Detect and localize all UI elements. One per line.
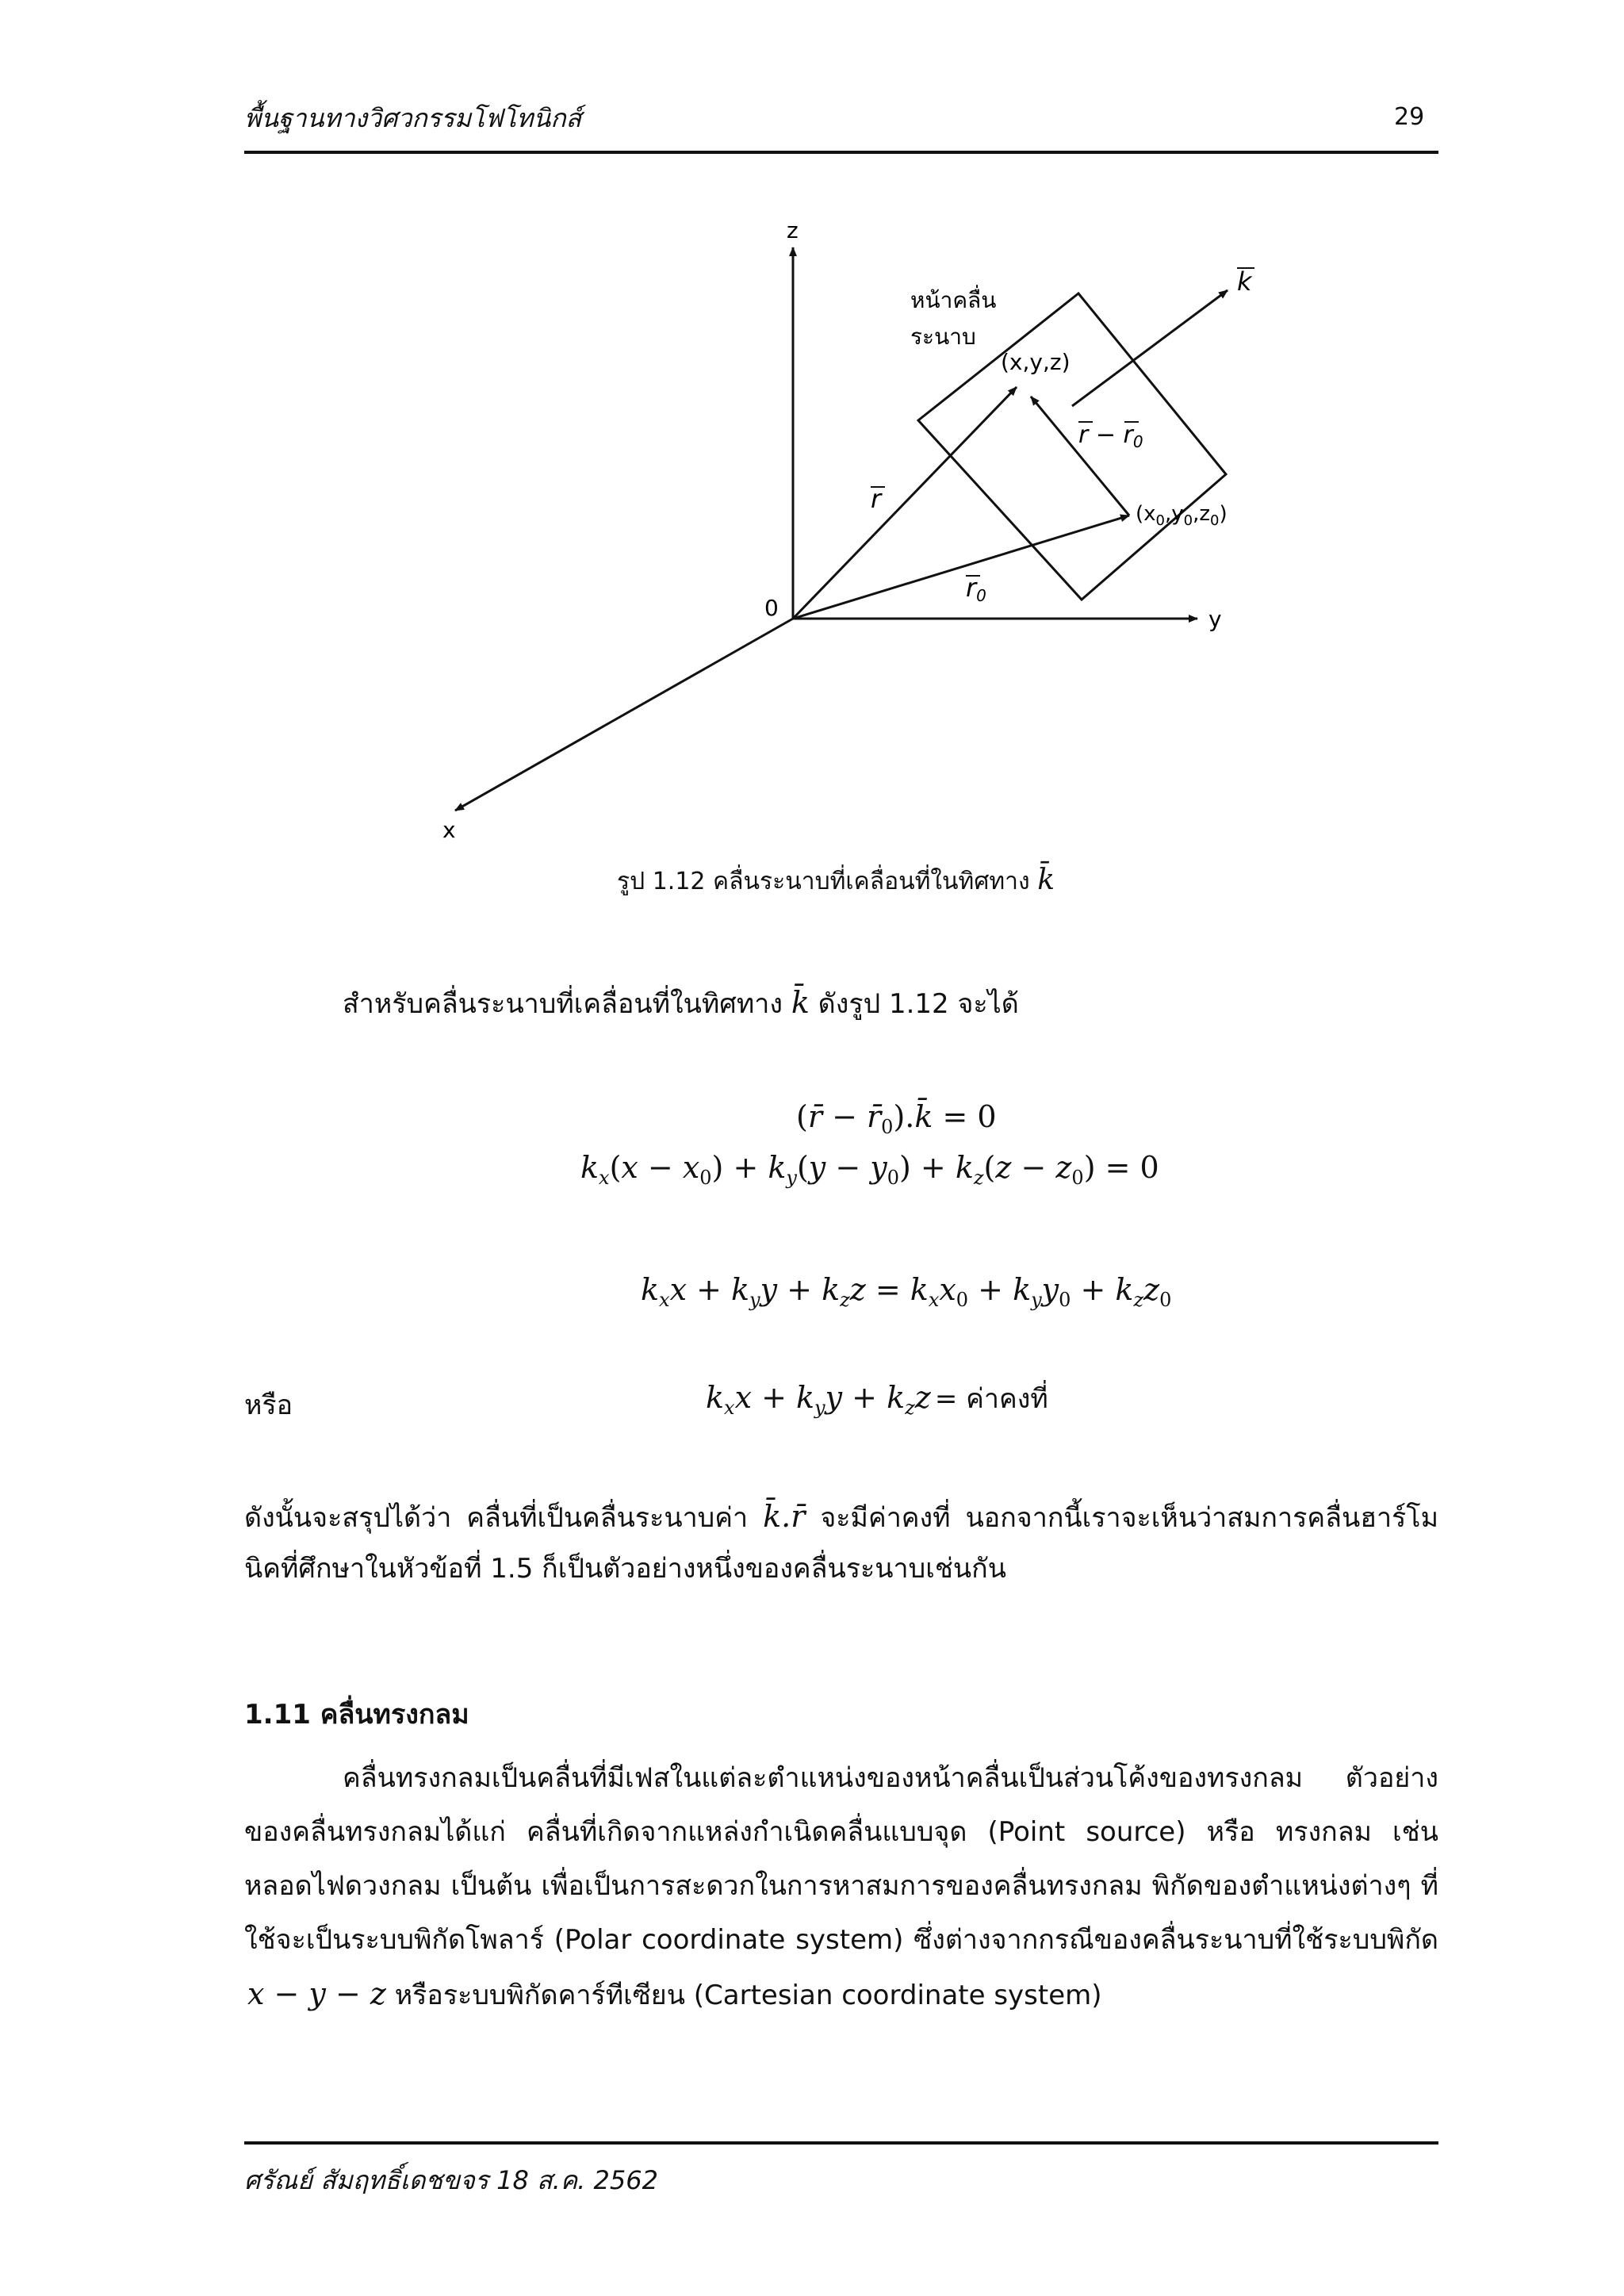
xyz-symbol: x − y − z bbox=[247, 1976, 386, 2011]
equation-1: (r̄ − $r̄_0).k̄ = 0$ bbox=[796, 1099, 997, 1138]
equation-4: $k_xx + k_yy + k_zz$ = ค่าคงที่ bbox=[706, 1380, 1048, 1419]
equation-3: $k_xx + k_yy + k_zz = k_xx_0 + k_yy_0 + k_zz_0$ bbox=[641, 1272, 1172, 1311]
section-line4: ใช้จะเป็นระบบพิกัดโพลาร์ (Polar coordinate system) ซึ่งต่างจากกรณีของคลื่นระนาบที่ใช้ระบบพิกัด bbox=[244, 1924, 1438, 1956]
wavefront-label-line2: ระนาบ bbox=[910, 324, 976, 350]
caption-k-symbol: k̄ bbox=[1037, 864, 1055, 896]
r0-label: r0 bbox=[966, 573, 986, 605]
plane-wave-diagram bbox=[0, 0, 1624, 872]
k-vector bbox=[1072, 290, 1228, 406]
conclusion-text-after: จะมีค่าคงที่ นอกจากนี้เราจะเห็นว่าสมการคลื่นฮาร์โม bbox=[820, 1502, 1438, 1534]
wavefront-label-line1: หน้าคลื่น bbox=[910, 287, 997, 313]
intro-text-before: สำหรับคลื่นระนาบที่เคลื่อนที่ในทิศทาง bbox=[343, 988, 783, 1020]
y-label: y bbox=[1208, 606, 1222, 632]
intro-text-after: ดังรูป 1.12 จะได้ bbox=[818, 988, 1019, 1020]
origin-label: 0 bbox=[764, 595, 779, 621]
section-line1: คลื่นทรงกลมเป็นคลื่นที่มีเฟสในแต่ละตำแหน่งของหน้าคลื่นเป็นส่วนโค้งของทรงกลม ตัวอย่าง bbox=[343, 1762, 1438, 1794]
section-line5 bbox=[247, 1968, 1102, 2021]
r-minus-r0-vector bbox=[1031, 397, 1129, 516]
section-line5-text: หรือระบบพิกัดคาร์ทีเซียน (Cartesian coordinate system) bbox=[394, 1980, 1102, 2011]
intro-paragraph bbox=[343, 977, 1019, 1029]
equation-2: $k_x(x - x_0) + k_y(y - y_0) + k_z(z - z_0) = 0$ bbox=[580, 1150, 1159, 1189]
section-heading: 1.11 คลื่นทรงกลม bbox=[244, 1699, 469, 1731]
section-line2: ของคลื่นทรงกลมได้แก่ คลื่นที่เกิดจากแหล่งกำเนิดคลื่นแบบจุด (Point source) หรือ ทรงกลม เช่น bbox=[244, 1816, 1438, 1848]
intro-k-symbol: k̄ bbox=[791, 985, 810, 1020]
x-label: x bbox=[442, 817, 456, 843]
equation-4-const: = ค่าคงที่ bbox=[934, 1383, 1048, 1415]
section-line3: หลอดไฟดวงกลม เป็นต้น เพื่อเป็นการสะดวกในการหาสมการของคลื่นทรงกลม พิกัดของตำแหน่งต่างๆ ที่ bbox=[244, 1870, 1438, 1902]
conclusion-text-before: ดังนั้นจะสรุปได้ว่า คลื่นที่เป็นคลื่นระนาบค่า bbox=[244, 1502, 749, 1534]
r-label: r bbox=[871, 484, 882, 514]
r-minus-r0-label: $r - r_0$ bbox=[1078, 421, 1143, 451]
conclusion-line1 bbox=[244, 1491, 1438, 1543]
running-header: พื้นฐานทางวิศวกรรมโฟโทนิกส์ bbox=[244, 103, 582, 133]
footer-rule bbox=[244, 2141, 1438, 2145]
or-label: หรือ bbox=[244, 1389, 293, 1421]
x-axis bbox=[455, 619, 793, 811]
figure-caption bbox=[617, 863, 1055, 900]
page-number: 29 bbox=[1394, 103, 1425, 131]
point-label: (x,y,z) bbox=[1001, 349, 1071, 375]
point0-label: $(x_0,y_0,z_0)$ bbox=[1136, 502, 1228, 529]
z-label: z bbox=[787, 217, 799, 243]
k-label: k bbox=[1237, 266, 1252, 297]
caption-text: รูป 1.12 คลื่นระนาบที่เคลื่อนที่ในทิศทาง bbox=[617, 868, 1030, 895]
footer-text: ศรัณย์ สัมฤทธิ์เดชขจร 18 ส.ค. 2562 bbox=[244, 2165, 658, 2195]
conclusion-line2: นิคที่ศึกษาในหัวข้อที่ 1.5 ก็เป็นตัวอย่างหนึ่งของคลื่นระนาบเช่นกัน bbox=[244, 1553, 1006, 1585]
conclusion-kr-symbol: k̄.r̄ bbox=[763, 1499, 806, 1534]
